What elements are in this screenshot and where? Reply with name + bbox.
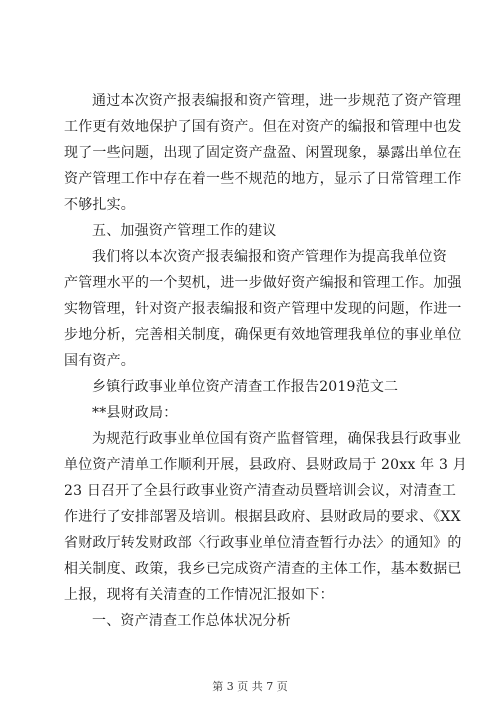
page-number-footer: 第 3 页 共 7 页 [212,680,288,693]
document-subtitle: 乡镇行政事业单位资产清查工作报告2019范文二 [92,379,399,395]
paragraph-line: 现了一些问题，出现了固定资产盘盈、闲置现象，暴露出单位在 [64,145,462,161]
paragraph-line: 不够扎实。 [64,197,135,213]
paragraph-line: 产管理水平的一个契机，进一步做好资产编报和管理工作。加强 [64,275,462,291]
paragraph-line: 我们将以本次资产报表编报和资产管理作为提高我单位资 [92,249,447,265]
paragraph-line: 单位资产清单工作顺利开展，县政府、县财政局于 20xx 年 3 月 [64,457,467,473]
paragraph-line: 相关制度、政策，我乡已完成资产清查的主体工作，基本数据已 [64,561,462,577]
paragraph-line: 作进行了安排部署及培训。根据县政府、县财政局的要求、《XX [64,509,461,525]
paragraph-line: 实物管理，针对资产报表编报和资产管理中发现的问题，作进一 [64,301,462,317]
section-heading: 五、加强资产管理工作的建议 [92,223,277,239]
paragraph-line: 步地分析，完善相关制度，确保更有效地管理我单位的事业单位 [64,327,462,343]
paragraph-line: 通过本次资产报表编报和资产管理，进一步规范了资产管理 [92,93,462,109]
paragraph-line: 23 日召开了全县行政事业资产清查动员暨培训会议，对清查工 [64,483,457,499]
paragraph-line: 上报，现将有关清查的工作情况汇报如下： [64,587,334,603]
section-heading: 一、资产清查工作总体状况分析 [92,613,291,629]
paragraph-line: 为规范行政事业单位国有资产监督管理，确保我县行政事业 [92,431,462,447]
paragraph-line: 工作更有效地保护了国有资产。但在对资产的编报和管理中也发 [64,119,462,135]
salutation: **县财政局： [92,405,178,421]
paragraph-line: 国有资产。 [64,353,135,369]
paragraph-line: 省财政厅转发财政部〈行政事业单位清查暂行办法〉的通知》的 [64,535,462,551]
paragraph-line: 资产管理工作中存在着一些不规范的地方，显示了日常管理工作 [64,171,462,187]
